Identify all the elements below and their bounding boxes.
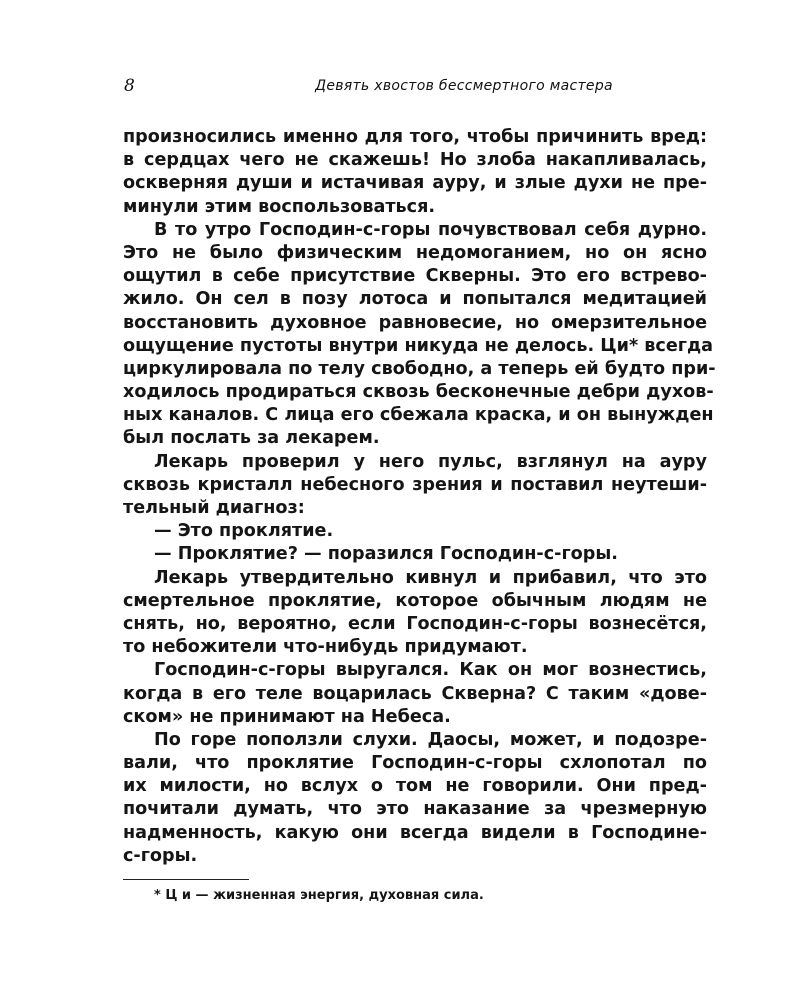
text-line: вали, что проклятие Господин-с-горы схлопотал по [123,753,707,774]
text-line: ных каналов. С лица его сбежала краска, и он вынужден [123,405,714,426]
text-line: смертельное проклятие, которое обычным людям не [123,590,707,611]
text-line: то небожители что-нибудь придумают. [123,637,528,658]
text-line: ощутил в себе присутствие Скверны. Это его встрево- [123,266,707,287]
text-line: в сердцах чего не скажешь! Но злоба накапливалась, [123,150,707,171]
text-line: тельный диагноз: [123,498,305,518]
page-number: 8 [124,76,135,96]
text-line: был послать за лекарем. [123,428,380,449]
text-line: ходилось продираться сквозь бесконечные дебри духов- [123,382,714,403]
text-line: их милости, но вслух о том не говорили. Они пред- [123,776,707,797]
text-line: По горе поползли слухи. Даосы, может, и подозре- [154,729,707,750]
text-line: сквозь кристалл небесного зрения и поставил неутеши- [123,474,707,495]
footnote: * Ц и — жизненная энергия, духовная сила. [154,888,484,903]
text-line: надменность, какую они всегда видели в Господине- [123,822,707,843]
page-header [124,76,680,102]
body-text [123,126,716,868]
text-line: снять, но, вероятно, если Господин-с-горы вознесётся, [123,613,707,634]
footnote-divider [123,879,249,880]
text-line: — Проклятие? — поразился Господин-с-горы. [154,544,618,565]
text-line: восстановить духовное равновесие, но омерзительное [123,312,707,333]
text-line: когда в его теле воцарилась Скверна? С таким «дове- [123,683,707,704]
text-line: минули этим воспользоваться. [123,196,436,217]
text-line: с-горы. [123,845,198,866]
text-line: — Это проклятие. [154,521,334,542]
text-line: почитали думать, что это наказание за чрезмерную [123,799,707,820]
text-line: Лекарь утвердительно кивнул и прибавил, что это [154,567,707,588]
text-line: ощущение пустоты внутри никуда не делось. Ци* всегда [123,335,714,356]
text-line: Господин-с-горы выругался. Как он мог вознестись, [154,660,707,681]
text-line: Лекарь проверил у него пульс, взглянул на ауру [154,451,707,472]
running-title: Девять хвостов бессмертного мастера [315,78,613,94]
text-line: жило. Он сел в позу лотоса и попытался медитацией [123,289,707,310]
text-line: ском» не принимают на Небеса. [123,706,451,727]
text-line: Это не было физическим недомоганием, но он ясно [123,242,707,263]
text-line: произносились именно для того, чтобы причинить вред: [123,127,707,147]
text-line: циркулировала по телу свободно, а теперь ей будто при- [123,358,716,379]
text-line: оскверняя души и истачивая ауру, и злые духи не пре- [123,173,707,194]
text-line: В то утро Господин-с-горы почувствовал себя дурно. [154,219,707,240]
